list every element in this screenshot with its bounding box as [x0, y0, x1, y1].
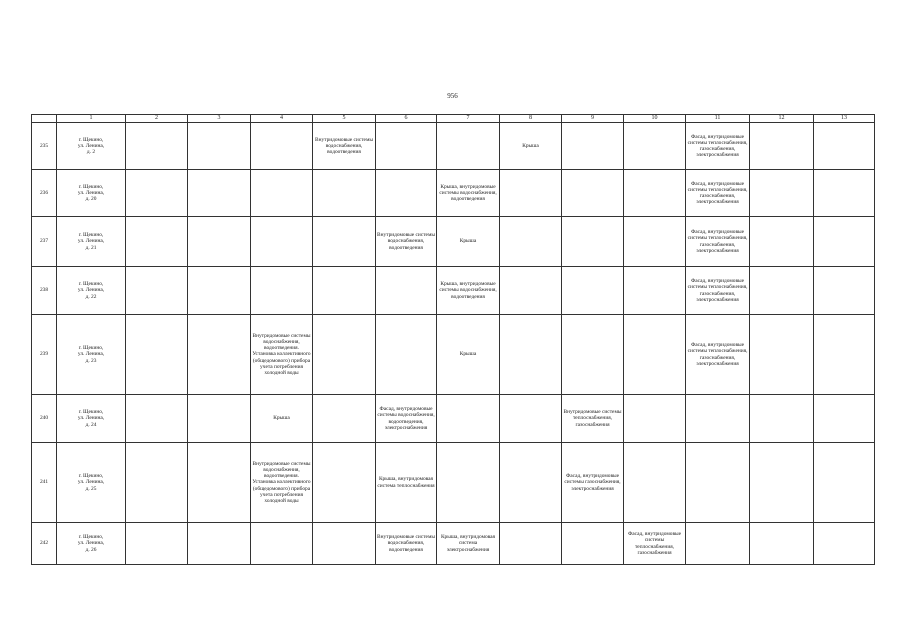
- work-cell: [624, 267, 686, 315]
- work-cell: [686, 443, 750, 523]
- header-cell: 9: [562, 115, 624, 123]
- work-cell: [126, 170, 188, 217]
- work-cell: [437, 443, 500, 523]
- work-cell: Фасад, внутридомовые системы теплоснабжения, газоснабжения, электроснабжения: [686, 123, 750, 170]
- work-cell: [686, 523, 750, 565]
- work-cell: [562, 217, 624, 267]
- work-cell: [126, 523, 188, 565]
- work-cell: [126, 315, 188, 395]
- work-cell: [188, 217, 251, 267]
- table-row: [32, 395, 875, 443]
- work-cell: Фасад, внутридомовые системы теплоснабжения, газоснабжения: [624, 523, 686, 565]
- work-cell: [750, 170, 814, 217]
- work-cell: [376, 315, 437, 395]
- row-number: 237: [32, 217, 57, 267]
- work-cell: [376, 170, 437, 217]
- row-number: 239: [32, 315, 57, 395]
- header-cell-blank: [32, 115, 57, 123]
- work-cell: [188, 123, 251, 170]
- work-cell: Внутридомовые системы теплоснабжения, газоснабжения: [562, 395, 624, 443]
- work-cell: Фасад, внутридомовые системы теплоснабжения, газоснабжения, электроснабжения: [686, 315, 750, 395]
- row-number: 236: [32, 170, 57, 217]
- table-row: [32, 267, 875, 315]
- work-cell: [624, 395, 686, 443]
- header-cell: 1: [57, 115, 126, 123]
- work-cell: Внутридомовые системы водоснабжения, водоотведения. Установка коллективного (общедомового) прибора учета потребления холодной воды: [251, 443, 313, 523]
- work-cell: [251, 123, 313, 170]
- work-cell: [251, 217, 313, 267]
- row-number: 241: [32, 443, 57, 523]
- table-row: [32, 315, 875, 395]
- work-cell: [313, 523, 376, 565]
- work-cell: [251, 267, 313, 315]
- work-cell: [814, 315, 875, 395]
- work-cell: [500, 443, 562, 523]
- header-cell: 5: [313, 115, 376, 123]
- header-cell: 4: [251, 115, 313, 123]
- work-cell: [814, 443, 875, 523]
- work-cell: [251, 170, 313, 217]
- work-cell: [750, 395, 814, 443]
- work-cell: [251, 523, 313, 565]
- work-cell: Крыша: [251, 395, 313, 443]
- work-cell: [562, 315, 624, 395]
- work-cell: Фасад, внутридомовые системы теплоснабжения, газоснабжения, электроснабжения: [686, 170, 750, 217]
- header-row: [32, 115, 875, 123]
- work-cell: [313, 170, 376, 217]
- work-cell: [437, 395, 500, 443]
- work-cell: [376, 123, 437, 170]
- work-cell: [814, 267, 875, 315]
- work-cell: [814, 170, 875, 217]
- work-cell: Крыша: [500, 123, 562, 170]
- work-cell: [624, 123, 686, 170]
- work-cell: [562, 170, 624, 217]
- work-cell: Внутридомовые системы водоснабжения, водоотведения: [313, 123, 376, 170]
- work-cell: [188, 395, 251, 443]
- work-cell: [624, 217, 686, 267]
- work-cell: [562, 523, 624, 565]
- address-cell: г. Щекино, ул. Ленина, д. 26: [57, 523, 126, 565]
- work-cell: [500, 523, 562, 565]
- address-cell: г. Щекино, ул. Ленина, д. 24: [57, 395, 126, 443]
- work-cell: [500, 267, 562, 315]
- work-cell: [313, 267, 376, 315]
- work-cell: Крыша: [437, 217, 500, 267]
- work-cell: Фасад, внутридомовые системы теплоснабжения, газоснабжения, электроснабжения: [686, 267, 750, 315]
- work-cell: Крыша, внутридомовые системы водоснабжения, водоотведения: [437, 170, 500, 217]
- work-cell: [313, 395, 376, 443]
- address-cell: г. Щекино, ул. Ленина, д. 25: [57, 443, 126, 523]
- work-cell: [814, 123, 875, 170]
- header-cell: 3: [188, 115, 251, 123]
- work-cell: [188, 443, 251, 523]
- work-cell: [500, 315, 562, 395]
- header-cell: 6: [376, 115, 437, 123]
- work-cell: [126, 443, 188, 523]
- work-cell: Внутридомовые системы водоснабжения, водоотведения. Установка коллективного (общедомового) прибора учета потребления холодной воды: [251, 315, 313, 395]
- work-cell: Крыша: [437, 315, 500, 395]
- row-number: 242: [32, 523, 57, 565]
- row-number: 238: [32, 267, 57, 315]
- row-number: 235: [32, 123, 57, 170]
- work-cell: [750, 217, 814, 267]
- header-cell: 13: [814, 115, 875, 123]
- table-row: [32, 123, 875, 170]
- header-cell: 11: [686, 115, 750, 123]
- work-cell: [814, 523, 875, 565]
- header-cell: 10: [624, 115, 686, 123]
- work-cell: [750, 523, 814, 565]
- header-cell: 2: [126, 115, 188, 123]
- work-cell: [624, 443, 686, 523]
- work-cell: [376, 267, 437, 315]
- address-cell: г. Щекино, ул. Ленина, д. 2: [57, 123, 126, 170]
- address-cell: г. Щекино, ул. Ленина, д. 22: [57, 267, 126, 315]
- work-cell: [686, 395, 750, 443]
- work-cell: Крыша, внутридомовые системы водоснабжения, водоотведения: [437, 267, 500, 315]
- work-cell: Крыша, внутридомовая система теплоснабжения: [376, 443, 437, 523]
- work-cell: [500, 217, 562, 267]
- work-cell: Фасад, внутридомовые системы водоснабжения, водоотведения, электроснабжения: [376, 395, 437, 443]
- table-row: [32, 217, 875, 267]
- work-cell: Фасад, внутридомовые системы газоснабжения, электроснабжения: [562, 443, 624, 523]
- row-number: 240: [32, 395, 57, 443]
- work-cell: [437, 123, 500, 170]
- work-cell: [750, 315, 814, 395]
- header-cell: 7: [437, 115, 500, 123]
- work-cell: [624, 170, 686, 217]
- address-cell: г. Щекино, ул. Ленина, д. 20: [57, 170, 126, 217]
- work-cell: [562, 123, 624, 170]
- work-cell: [188, 523, 251, 565]
- header-cell: 12: [750, 115, 814, 123]
- page-number: 956: [447, 92, 458, 100]
- work-cell: [126, 217, 188, 267]
- schedule-table: [31, 114, 875, 565]
- work-cell: [313, 443, 376, 523]
- work-cell: [500, 395, 562, 443]
- work-cell: Внутридомовые системы водоснабжения, водоотведения: [376, 523, 437, 565]
- work-cell: [188, 170, 251, 217]
- work-cell: [562, 267, 624, 315]
- work-cell: [313, 217, 376, 267]
- table-row: [32, 443, 875, 523]
- address-cell: г. Щекино, ул. Ленина, д. 21: [57, 217, 126, 267]
- work-cell: [126, 267, 188, 315]
- work-cell: [814, 395, 875, 443]
- work-cell: Крыша, внутридомовая система электроснабжения: [437, 523, 500, 565]
- work-cell: [313, 315, 376, 395]
- table-row: [32, 170, 875, 217]
- work-cell: [188, 315, 251, 395]
- work-cell: [624, 315, 686, 395]
- work-cell: Фасад, внутридомовые системы теплоснабжения, газоснабжения, электроснабжения: [686, 217, 750, 267]
- work-cell: [750, 267, 814, 315]
- work-cell: [188, 267, 251, 315]
- work-cell: Внутридомовые системы водоснабжения, водоотведения: [376, 217, 437, 267]
- work-cell: [814, 217, 875, 267]
- table-body: [32, 123, 875, 565]
- address-cell: г. Щекино, ул. Ленина, д. 23: [57, 315, 126, 395]
- work-cell: [500, 170, 562, 217]
- work-cell: [750, 443, 814, 523]
- work-cell: [750, 123, 814, 170]
- table-row: [32, 523, 875, 565]
- work-cell: [126, 395, 188, 443]
- work-cell: [126, 123, 188, 170]
- header-cell: 8: [500, 115, 562, 123]
